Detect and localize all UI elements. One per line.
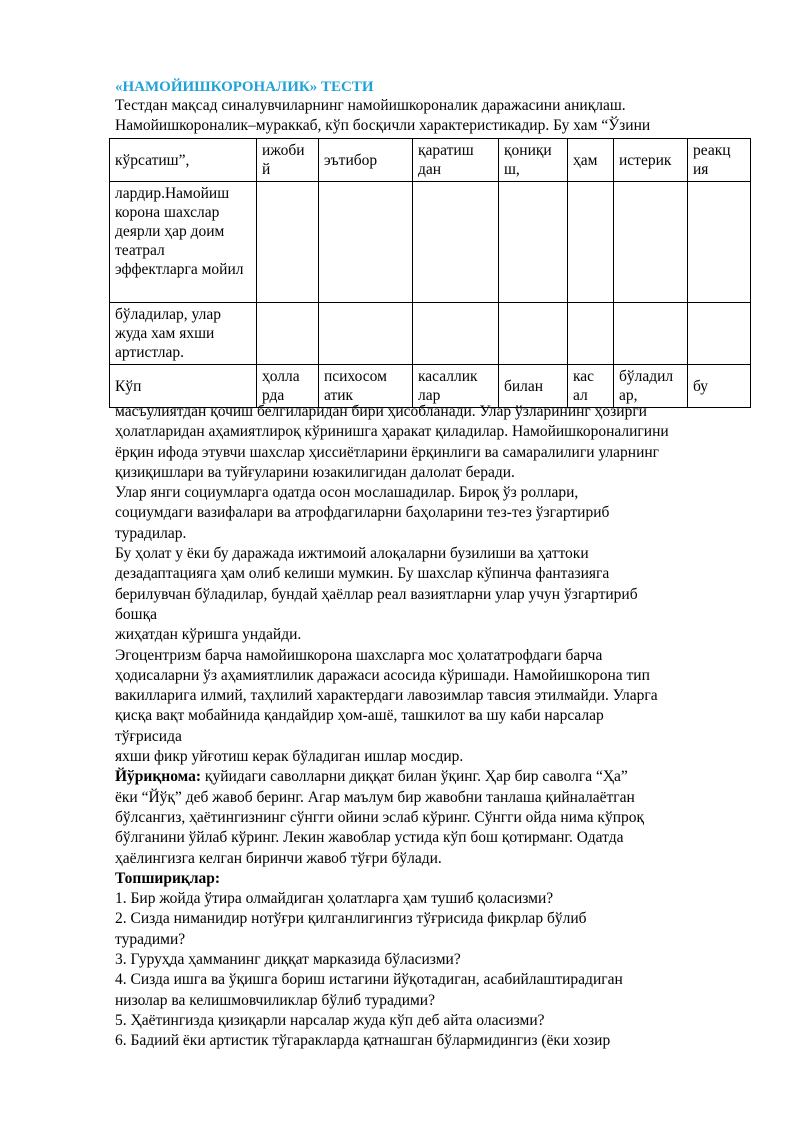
table-row (110, 139, 751, 182)
table-cell: қаратиш дан (413, 139, 499, 182)
instruction-text: қуйидаги саволларни диққат билан ўқинг. Ҳар бир саволга “Ҳа” (201, 768, 628, 786)
body-line: вакилларига илмий, таҳлилий характердаги лавозимлар тавсия этилмайди. Уларга (115, 687, 658, 705)
instruction-line: бўлсангиз, ҳаётингизнинг сўнгги ойини эслаб кўринг. Сўнгги ойда нима кўпроқ (115, 808, 645, 826)
body-line: ҳодисаларни ўз аҳамиятлилик даражаси асосида кўришади. Намойишкорона тип (115, 666, 650, 684)
table-cell (413, 303, 499, 365)
body-line: дезадаптацияга ҳам олиб келиши мумкин. Бу шахслар кўпинча фантазияга (115, 565, 610, 583)
table-cell (614, 182, 688, 303)
task-line: турадими? (115, 930, 186, 948)
text-table (109, 138, 751, 408)
body-line: қисқа вақт мобайнида қандайдир ҳом-ашё, ташкилот ва шу каби нарсалар (115, 707, 604, 725)
table-cell: билан (499, 365, 568, 408)
body-line: тўғрисида (115, 727, 182, 745)
table-cell: бу (688, 365, 751, 408)
table-cell: қониқи ш, (499, 139, 568, 182)
table-cell (568, 182, 614, 303)
body-line: жиҳатдан кўришга ундайди. (115, 626, 302, 644)
table-cell: истерик (614, 139, 688, 182)
body-line: Эгоцентризм барча намойишкорона шахсларга мос ҳолататрофдаги барча (115, 646, 603, 664)
body-line: турадилар. (115, 524, 187, 542)
task-line: 5. Ҳаётингизда қизиқарли нарсалар жуда кўп деб айта оласизми? (115, 1011, 545, 1029)
body-line: яхши фикр уйғотиш керак бўладиган ишлар мосдир. (115, 748, 464, 766)
table-cell: ҳам (568, 139, 614, 182)
body-line: бошқа (115, 605, 157, 623)
table-cell (257, 303, 319, 365)
body-line: берилувчан бўладилар, бундай ҳаёллар реал вазиятларни улар учун ўзгартириб (115, 585, 638, 603)
table-cell: бўладилар, улар жуда хам яхши артистлар. (110, 303, 257, 365)
instruction-line: бўлганини ўйлаб кўринг. Лекин жавоблар устида кўп бош қотирманг. Одатда (115, 829, 624, 847)
body-line: Улар янги социумларга одатда осон мослашадилар. Бироқ ўз роллари, (115, 484, 579, 502)
table-cell: реакц ия (688, 139, 751, 182)
table-cell (688, 303, 751, 365)
table-cell: лардир.Намойиш корона шахслар деярли ҳар доим театрал эффектларга мойил (110, 182, 257, 303)
table-cell: эътибор (319, 139, 413, 182)
document-body (115, 402, 755, 1052)
table-cell (319, 303, 413, 365)
table-cell (568, 303, 614, 365)
instruction-line: ёки “Йўқ” деб жавоб беринг. Агар маълум бир жавобни танлаша қийналаётган (115, 788, 635, 806)
table-cell (319, 182, 413, 303)
table-cell: кўрсатиш”, (110, 139, 257, 182)
task-line: 6. Бадиий ёки артистик тўгаракларда қатнашган бўлармидингиз (ёки хозир (115, 1032, 611, 1050)
table-cell: касаллик лар (413, 365, 499, 408)
table-row (110, 303, 751, 365)
body-line: социумдаги вазифалари ва атрофдагиларни баҳоларини тез-тез ўзгартириб (115, 504, 610, 522)
body-line: масъулиятдан қочиш белгиларидан бири ҳисобланади. Улар ўзларининг ҳозирги (115, 403, 647, 420)
task-line: 3. Гуруҳда ҳамманинг диққат марказида бўласизми? (115, 951, 461, 969)
document-title: «НАМОЙИШКОРОНАЛИК» ТЕСТИ (115, 79, 374, 95)
intro-line: Намойишкороналик–мураккаб, кўп босқичли характеристикадир. Бу хам “Ўзини (115, 117, 651, 135)
task-line: 4. Сизда ишга ва ўқишга бориш истагини йўқотадиган, асабийлаштирадиган (115, 971, 623, 989)
table-cell (499, 182, 568, 303)
document-header (115, 78, 755, 137)
table-cell: ижоби й (257, 139, 319, 182)
body-line: Бу ҳолат у ёки бу даражада ижтимоий алоқаларни бузилиши ва ҳаттоки (115, 545, 589, 563)
table-cell (413, 182, 499, 303)
table-cell: ҳолла рда (257, 365, 319, 408)
task-line: низолар ва келишмовчиликлар бўлиб турадими? (115, 991, 435, 1009)
table-cell: кас ал (568, 365, 614, 408)
table-cell (688, 182, 751, 303)
table-cell: психосом атик (319, 365, 413, 408)
instruction-label: Йўриқнома: (115, 768, 202, 786)
table-row (110, 182, 751, 303)
table-cell: Кўп (110, 365, 257, 408)
instruction-line (115, 767, 755, 787)
intro-line: Тестдан мақсад синалувчиларнинг намойишкороналик даражасини аниқлаш. (115, 97, 626, 114)
table-cell (499, 303, 568, 365)
body-line: қизиқишлари ва туйғуларини юзакилигидан далолат беради. (115, 463, 515, 481)
tasks-heading: Топшириқлар: (115, 869, 221, 887)
table-cell (257, 182, 319, 303)
task-line: 1. Бир жойда ўтира олмайдиган ҳолатларга ҳам тушиб қоласизми? (115, 890, 554, 908)
body-line: ҳолатларидан аҳамиятлироқ кўринишга ҳаракат қиладилар. Намойишкороналигини (115, 423, 669, 441)
table-cell: бўладил ар, (614, 365, 688, 408)
instruction-line: ҳаёлингизга келган биринчи жавоб тўғри бўлади. (115, 849, 442, 867)
body-line: ёрқин ифода этувчи шахслар ҳиссиётларини ёрқинлиги ва самаралилиги уларнинг (115, 443, 660, 461)
task-line: 2. Сизда ниманидир нотўғри қилганлигингиз тўғрисида фикрлар бўлиб (115, 910, 587, 928)
table-cell (614, 303, 688, 365)
